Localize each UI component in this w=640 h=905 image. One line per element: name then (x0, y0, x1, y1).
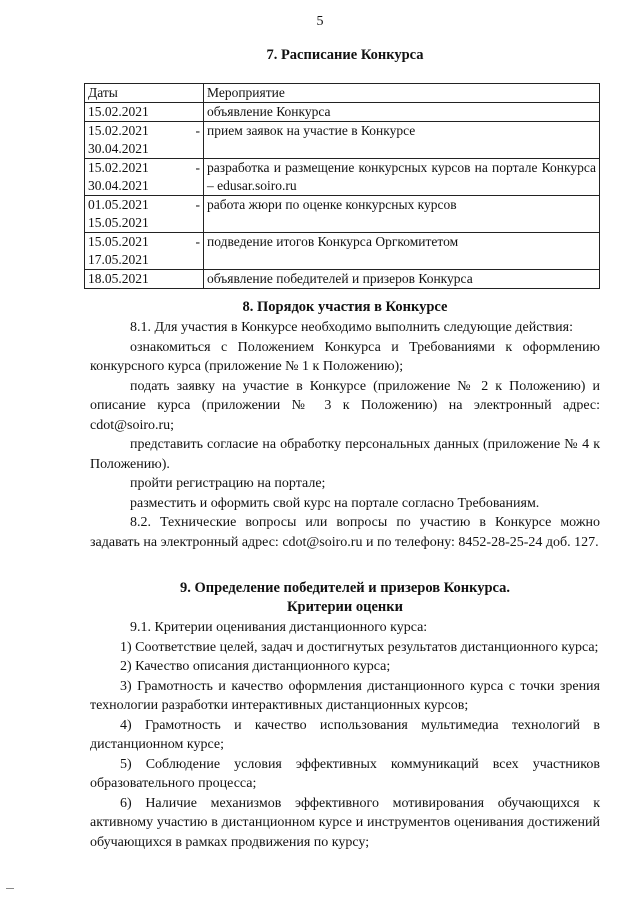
row-event: объявление победителей и призеров Конкурса (204, 270, 600, 289)
criterion-item: 3) Грамотность и качество оформления дистанционного курса с точки зрения технологии разработки интерактивных дистанционных курсов; (90, 678, 600, 713)
date-start: 01.05.2021 (88, 197, 149, 212)
row-event: работа жюри по оценке конкурсных курсов (204, 196, 600, 233)
row-event: подведение итогов Конкурса Оргкомитетом (204, 233, 600, 270)
row-dates (85, 122, 204, 159)
table-row (85, 122, 600, 159)
date-start: 15.02.2021 (88, 104, 149, 119)
criterion-item: 4) Грамотность и качество использования мультимедиа технологий в дистанционном курсе; (90, 717, 600, 752)
section9-subtitle: Критерии оценки (287, 599, 403, 615)
date-dash: - (195, 160, 200, 175)
paragraph: подать заявку на участие в Конкурсе (приложение № 2 к Положению) и описание курса (приложении № 3 к Положению) на электронный адрес: cdot@soiro.ru; (90, 378, 600, 433)
row-dates (85, 103, 204, 122)
date-start: 18.05.2021 (88, 271, 149, 286)
section8-title: 8. Порядок участия в Конкурсе (242, 299, 448, 315)
criterion-item: 5) Соблюдение условия эффективных коммуникаций всех участников образовательного процесса; (90, 756, 600, 791)
page-number: 5 (316, 14, 324, 29)
date-start: 15.02.2021 (88, 160, 149, 175)
section9-body (90, 618, 600, 852)
row-event: объявление Конкурса (204, 103, 600, 122)
row-dates (85, 270, 204, 289)
header-dates: Даты (85, 84, 204, 103)
table-header-row (85, 84, 600, 103)
date-end: 30.04.2021 (88, 178, 149, 193)
date-start: 15.05.2021 (88, 234, 149, 249)
row-event: прием заявок на участие в Конкурсе (204, 122, 600, 159)
schedule-table (84, 83, 600, 289)
table-row (85, 196, 600, 233)
criterion-item: 6) Наличие механизмов эффективного мотивирования обучающихся к активному участию в дистанционном курсе и инструментов оценивания достижений обучающихся в рамках продвижения по курсу; (90, 795, 600, 850)
date-dash: - (195, 123, 200, 138)
criterion-item: 1) Соответствие целей, задач и достигнутых результатов дистанционного курса; (120, 639, 599, 655)
row-event: разработка и размещение конкурсных курсов на портале Конкурса – edusar.soiro.ru (204, 159, 600, 196)
header-event: Мероприятие (204, 84, 600, 103)
paragraph: 8.1. Для участия в Конкурсе необходимо выполнить следующие действия: (130, 320, 573, 335)
table-row (85, 233, 600, 270)
date-end: 17.05.2021 (88, 252, 149, 267)
table-row (85, 270, 600, 289)
paragraph: разместить и оформить свой курс на портале согласно Требованиям. (130, 495, 540, 511)
date-end: 30.04.2021 (88, 141, 149, 156)
section7-title: 7. Расписание Конкурса (266, 47, 424, 63)
paragraph: 9.1. Критерии оценивания дистанционного курса: (130, 620, 428, 635)
criterion-item: 2) Качество описания дистанционного курса; (120, 659, 391, 674)
table-row (85, 103, 600, 122)
row-dates (85, 233, 204, 270)
date-start: 15.02.2021 (88, 123, 149, 138)
paragraph: 8.2. Технические вопросы или вопросы по участию в Конкурсе можно задавать на электронный адрес: cdot@soiro.ru и по телефону: 8452-28-25-24 доб. 127. (90, 515, 600, 550)
paragraph: ознакомиться с Положением Конкурса и Требованиями к оформлению конкурсного курса (приложение № 1 к Положению); (90, 339, 600, 374)
paragraph: представить согласие на обработку персональных данных (приложение № 4 к Положению). (90, 437, 600, 472)
row-dates (85, 159, 204, 196)
scan-mark (6, 888, 14, 889)
date-end: 15.05.2021 (88, 215, 149, 230)
section9-title: 9. Определение победителей и призеров Конкурса. (179, 580, 511, 596)
table-row (85, 159, 600, 196)
paragraph: пройти регистрацию на портале; (130, 476, 326, 491)
section8-body (90, 318, 600, 552)
date-dash: - (195, 197, 200, 212)
row-dates (85, 196, 204, 233)
date-dash: - (195, 234, 200, 249)
